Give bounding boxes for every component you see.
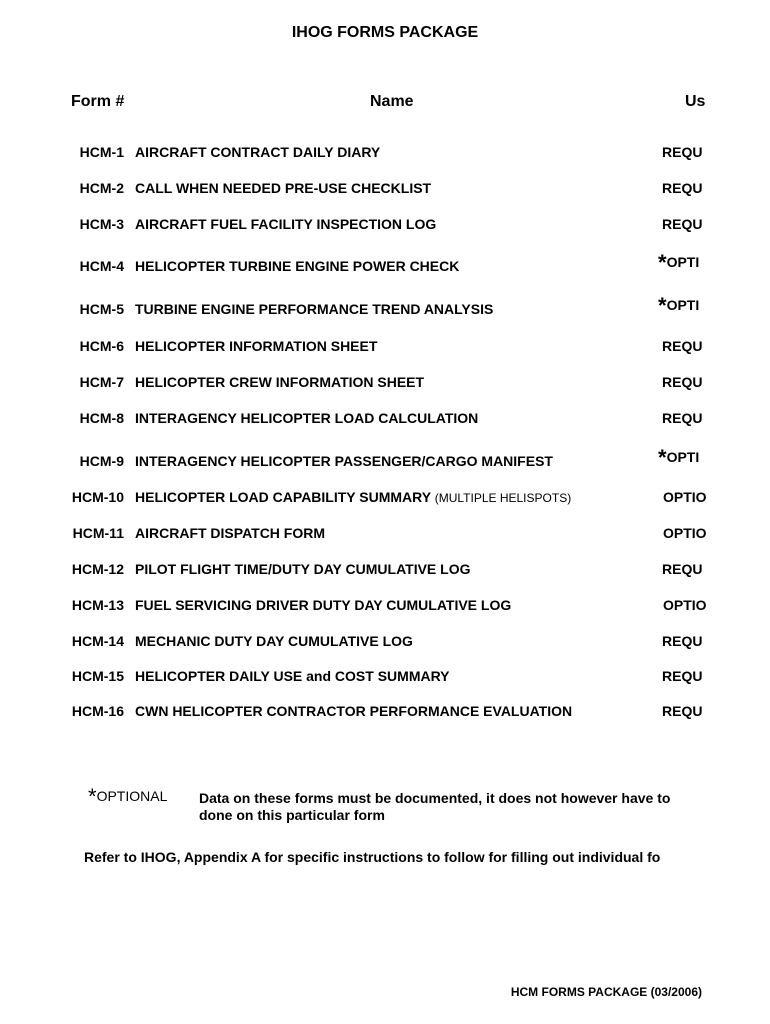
- form-usage-text: REQU: [662, 668, 703, 684]
- form-row: [0, 338, 703, 358]
- form-name-text: AIRCRAFT CONTRACT DAILY DIARY: [135, 144, 381, 160]
- form-usage-text: OPTIO: [663, 489, 707, 505]
- form-usage: [662, 180, 702, 196]
- form-name-text: HELICOPTER TURBINE ENGINE POWER CHECK: [135, 258, 460, 274]
- form-number: HCM-2: [79, 180, 124, 196]
- form-row: [0, 445, 703, 473]
- form-usage-text: OPTI: [666, 254, 700, 270]
- form-name: [135, 668, 450, 684]
- form-row: [0, 561, 703, 581]
- optional-description-line-2: done on this particular form: [199, 807, 385, 823]
- form-name-text: HELICOPTER CREW INFORMATION SHEET: [135, 374, 425, 390]
- form-name-text: PILOT FLIGHT TIME/DUTY DAY CUMULATIVE LOG: [135, 561, 471, 577]
- form-usage: [662, 216, 702, 232]
- form-name: [135, 180, 431, 196]
- form-name: [135, 374, 424, 390]
- form-number: HCM-3: [79, 216, 124, 232]
- column-header-use: Us: [685, 93, 706, 110]
- form-name-text: MECHANIC DUTY DAY CUMULATIVE LOG: [135, 633, 413, 649]
- form-row: [0, 633, 703, 653]
- form-number: HCM-1: [79, 144, 124, 160]
- form-number: HCM-4: [79, 258, 124, 274]
- form-name: [135, 338, 377, 354]
- form-row: [0, 597, 707, 617]
- form-usage: [662, 144, 702, 160]
- page-footer: HCM FORMS PACKAGE (03/2006): [510, 985, 702, 999]
- form-usage: [662, 374, 702, 390]
- optional-star: *: [658, 293, 667, 318]
- form-usage-text: OPTIO: [663, 525, 707, 541]
- form-name-text: HELICOPTER INFORMATION SHEET: [135, 338, 378, 354]
- form-usage-text: REQU: [662, 180, 703, 196]
- form-name-text: TURBINE ENGINE PERFORMANCE TREND ANALYSIS: [135, 301, 494, 317]
- refer-note: Refer to IHOG, Appendix A for specific instructions to follow for filling out individual fo: [84, 849, 661, 865]
- form-name-text: INTERAGENCY HELICOPTER PASSENGER/CARGO MANIFEST: [135, 453, 553, 469]
- optional-star: *: [658, 445, 667, 470]
- form-number: HCM-9: [79, 453, 124, 469]
- form-name-text: AIRCRAFT DISPATCH FORM: [135, 525, 326, 541]
- form-usage-text: OPTIO: [663, 597, 707, 613]
- form-usage: [662, 668, 702, 684]
- form-number: HCM-6: [79, 338, 124, 354]
- form-name-text: AIRCRAFT FUEL FACILITY INSPECTION LOG: [135, 216, 437, 232]
- form-number: HCM-14: [71, 633, 124, 649]
- optional-star: *: [658, 250, 667, 275]
- form-row: [0, 374, 703, 394]
- form-name: [135, 597, 511, 613]
- form-row: [0, 703, 703, 723]
- form-name: [135, 489, 571, 505]
- page-title: IHOG FORMS PACKAGE: [291, 24, 479, 41]
- form-row: [0, 293, 703, 321]
- form-name-text: CALL WHEN NEEDED PRE-USE CHECKLIST: [135, 180, 432, 196]
- optional-description: [199, 790, 670, 824]
- form-number: HCM-10: [71, 489, 124, 505]
- form-usage-text: REQU: [662, 374, 703, 390]
- form-name: [135, 258, 459, 274]
- form-name: [135, 525, 325, 541]
- form-name-text: CWN HELICOPTER CONTRACTOR PERFORMANCE EVALUATION: [135, 703, 573, 719]
- form-usage: [663, 597, 707, 613]
- form-usage-text: REQU: [662, 703, 703, 719]
- form-name: [135, 301, 493, 317]
- form-name-note: (MULTIPLE HELISPOTS): [434, 491, 572, 505]
- form-row: [0, 144, 703, 164]
- form-name-text: FUEL SERVICING DRIVER DUTY DAY CUMULATIVE LOG: [135, 597, 512, 613]
- form-number: HCM-8: [79, 410, 124, 426]
- form-usage-text: REQU: [662, 633, 703, 649]
- form-usage-text: OPTI: [666, 449, 700, 465]
- form-row: [0, 410, 703, 430]
- form-usage-text: REQU: [662, 561, 703, 577]
- form-name-text: HELICOPTER LOAD CAPABILITY SUMMARY: [135, 489, 431, 505]
- form-name: [135, 410, 478, 426]
- form-usage: [658, 250, 700, 275]
- form-name: [135, 144, 380, 160]
- form-usage-text: REQU: [662, 216, 703, 232]
- form-number: HCM-11: [72, 525, 124, 541]
- form-row: [0, 250, 703, 278]
- form-usage: [658, 293, 700, 318]
- form-row: [0, 216, 703, 236]
- form-name: [135, 703, 572, 719]
- form-name-text: INTERAGENCY HELICOPTER LOAD CALCULATION: [135, 410, 479, 426]
- form-name-text: HELICOPTER DAILY USE and COST SUMMARY: [135, 668, 450, 684]
- form-number: HCM-13: [71, 597, 124, 613]
- form-usage-text: REQU: [662, 144, 703, 160]
- form-usage-text: REQU: [662, 338, 703, 354]
- optional-label: OPTIONAL: [96, 788, 168, 804]
- form-number: HCM-16: [71, 703, 124, 719]
- form-number: HCM-7: [79, 374, 124, 390]
- form-row: [0, 668, 703, 688]
- form-usage: [662, 338, 702, 354]
- form-name: [135, 453, 553, 469]
- form-usage: [663, 489, 707, 505]
- optional-description-line-1: Data on these forms must be documented, it does not however have to: [199, 790, 671, 806]
- form-number: HCM-12: [71, 561, 124, 577]
- form-usage-text: REQU: [662, 410, 703, 426]
- form-usage: [658, 445, 700, 470]
- form-usage: [663, 525, 707, 541]
- column-header-form: Form #: [71, 93, 125, 110]
- form-usage: [662, 561, 702, 577]
- form-name: [135, 633, 413, 649]
- optional-legend: [88, 784, 168, 809]
- form-row: [0, 489, 707, 509]
- form-usage: [662, 633, 702, 649]
- form-usage: [662, 703, 702, 719]
- form-number: HCM-5: [79, 301, 124, 317]
- form-number: HCM-15: [71, 668, 124, 684]
- form-row: [0, 525, 707, 545]
- column-header-name: Name: [370, 93, 414, 110]
- form-name: [135, 216, 436, 232]
- form-name: [135, 561, 471, 577]
- optional-star: *: [88, 784, 97, 809]
- form-usage-text: OPTI: [666, 297, 700, 313]
- form-row: [0, 180, 703, 200]
- form-usage: [662, 410, 702, 426]
